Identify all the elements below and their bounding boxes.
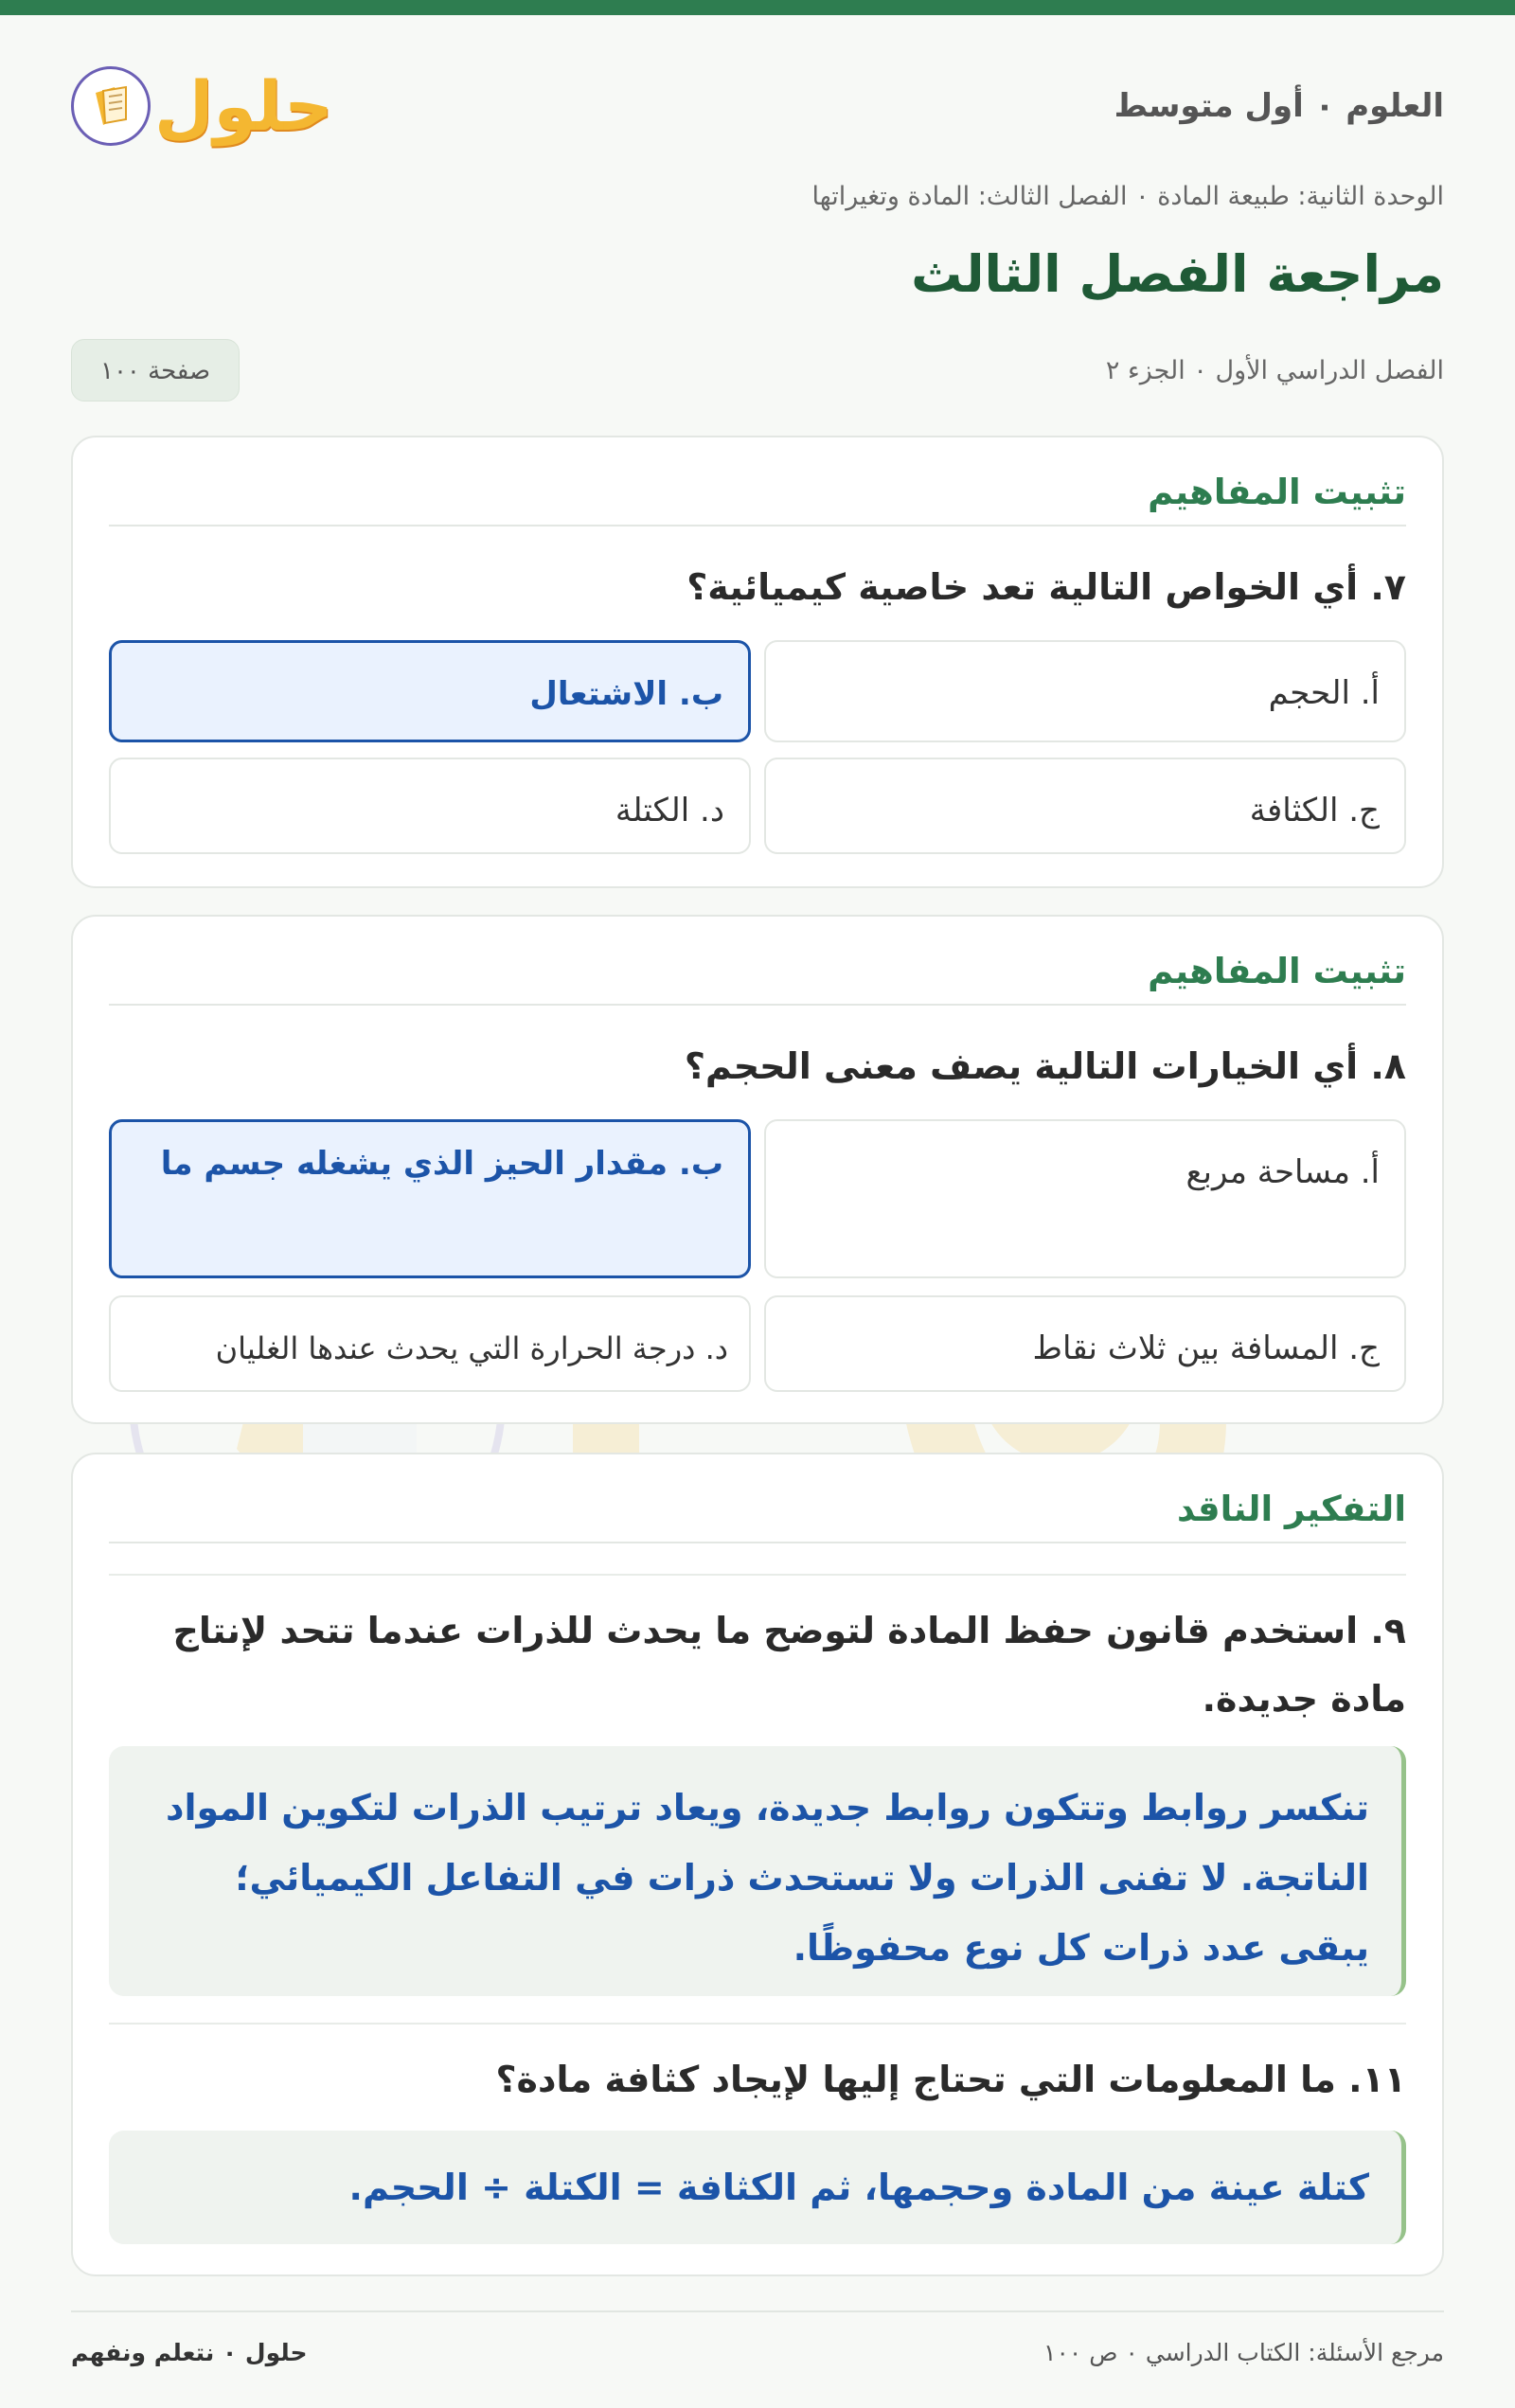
page-number-badge: صفحة ١٠٠ [71, 339, 240, 401]
footer-divider [71, 2310, 1444, 2312]
option-b-selected[interactable]: ب. الاشتعال [109, 640, 751, 742]
footer-reference: مرجع الأسئلة: الكتاب الدراسي ٠ ص ١٠٠ [1043, 2339, 1444, 2366]
section-title: تثبيت المفاهيم [109, 951, 1406, 1006]
option-c[interactable]: ج. الكثافة [764, 758, 1406, 854]
option-a[interactable]: أ. الحجم [764, 640, 1406, 742]
option-c[interactable]: ج. المسافة بين ثلاث نقاط [764, 1295, 1406, 1392]
answer-9: تنكسر روابط وتتكون روابط جديدة، ويعاد ترتيب الذرات لتكوين المواد الناتجة. لا تفنى الذرات ولا تستحدث ذرات في التفاعل الكيميائي؛ يبقى عدد ذرات كل نوع محفوظًا. [109, 1746, 1406, 1996]
book-icon [71, 66, 151, 146]
question-card-8 [71, 915, 1444, 1424]
section-title: تثبيت المفاهيم [109, 472, 1406, 526]
top-accent-bar [0, 0, 1515, 15]
meta-row [71, 339, 1444, 401]
divider [109, 1574, 1406, 1576]
option-b-selected[interactable]: ب. مقدار الحيز الذي يشغله جسم ما [109, 1119, 751, 1278]
answer-11: كتلة عينة من المادة وحجمها، ثم الكثافة = الكتلة ÷ الحجم. [109, 2131, 1406, 2244]
divider [109, 2023, 1406, 2025]
critical-thinking-card [71, 1453, 1444, 2276]
section-title: التفكير الناقد [109, 1489, 1406, 1543]
question-text: ٧. أي الخواص التالية تعد خاصية كيميائية؟ [686, 566, 1406, 608]
subject-title: العلوم ٠ أول متوسط [1114, 87, 1444, 125]
option-d[interactable]: د. درجة الحرارة التي يحدث عندها الغليان [109, 1295, 751, 1392]
option-a[interactable]: أ. مساحة مربع [764, 1119, 1406, 1278]
question-text: ٨. أي الخيارات التالية يصف معنى الحجم؟ [684, 1045, 1406, 1087]
brand-wordmark: حلول [154, 66, 333, 146]
page-title: مراجعة الفصل الثالث [911, 244, 1444, 304]
option-d[interactable]: د. الكتلة [109, 758, 751, 854]
breadcrumb: الوحدة الثانية: طبيعة المادة ٠ الفصل الثالث: المادة وتغيراتها [811, 182, 1444, 211]
question-11-text: ١١. ما المعلومات التي تحتاج إليها لإيجاد كثافة مادة؟ [495, 2059, 1406, 2100]
question-9-text: ٩. استخدم قانون حفظ المادة لتوضح ما يحدث للذرات عندما تتحد لإنتاج مادة جديدة. [172, 1610, 1406, 1720]
brand-logo[interactable] [71, 66, 333, 146]
page-header [71, 59, 1444, 153]
footer-brand: حلول ٠ نتعلم ونفهم [71, 2339, 308, 2366]
semester-label: الفصل الدراسي الأول ٠ الجزء ٢ [1105, 355, 1444, 385]
question-card-7 [71, 436, 1444, 888]
